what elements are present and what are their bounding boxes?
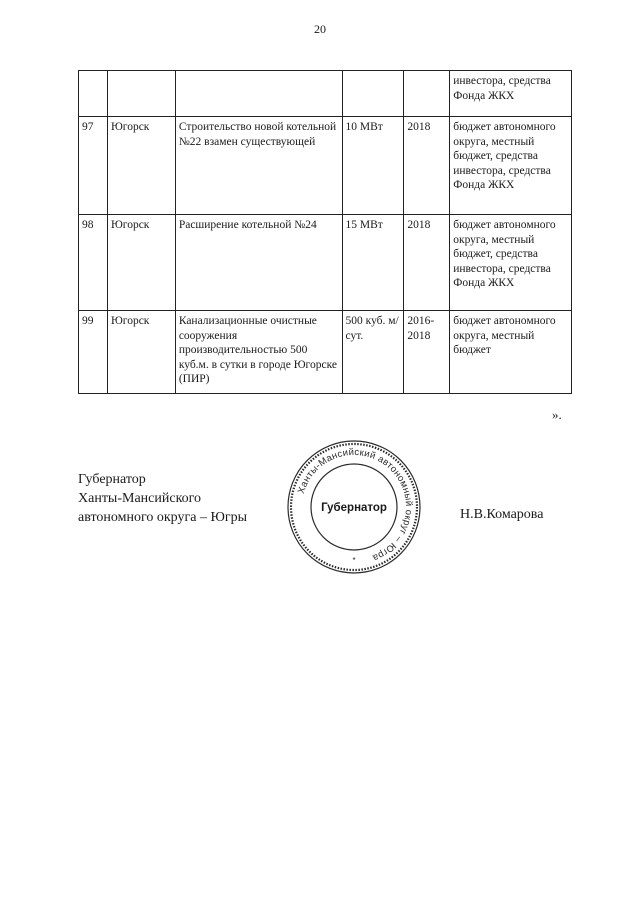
cell-source: бюджет автономного округа, местный бюджет (450, 311, 572, 394)
table-row (79, 117, 572, 215)
cell-capacity (342, 71, 404, 117)
signatory-block (78, 470, 247, 527)
cell-source: инвестора, средства Фонда ЖКХ (450, 71, 572, 117)
signatory-region: Ханты-Мансийского (78, 491, 202, 506)
cell-source: бюджет автономного округа, местный бюджет, средства инвестора, средства Фонда ЖКХ (450, 117, 572, 215)
cell-number: 97 (79, 117, 108, 215)
seal-ring-text: Ханты-Мансийский автономный округ – Югра (295, 446, 415, 564)
seal-center-text: Губернатор (321, 502, 387, 514)
cell-year (404, 71, 450, 117)
cell-source: бюджет автономного округа, местный бюджет, средства инвестора, средства Фонда ЖКХ (450, 215, 572, 311)
cell-city: Югорск (107, 215, 175, 311)
cell-year: 2018 (404, 117, 450, 215)
cell-year: 2018 (404, 215, 450, 311)
official-seal (285, 438, 423, 576)
governor-name: Н.В.Комарова (460, 507, 544, 522)
closing-quote-mark: ». (552, 407, 562, 422)
cell-number: 99 (79, 311, 108, 394)
cell-capacity: 500 куб. м/сут. (342, 311, 404, 394)
cell-city: Югорск (107, 117, 175, 215)
cell-year: 2016-2018 (404, 311, 450, 394)
page-number: 20 (314, 22, 326, 36)
projects-table (78, 70, 572, 394)
seal-stamp-icon (285, 438, 423, 576)
seal-mark: * (352, 556, 356, 565)
cell-capacity: 10 МВт (342, 117, 404, 215)
cell-object: Расширение котельной №24 (175, 215, 342, 311)
cell-number (79, 71, 108, 117)
cell-object (175, 71, 342, 117)
table-row (79, 311, 572, 394)
cell-capacity: 15 МВт (342, 215, 404, 311)
cell-object: Канализационные очистные сооружения производительностью 500 куб.м. в сутки в городе Югорске (ПИР) (175, 311, 342, 394)
signatory-title: Губернатор (78, 472, 146, 487)
cell-number: 98 (79, 215, 108, 311)
table-row (79, 215, 572, 311)
cell-object: Строительство новой котельной №22 взамен существующей (175, 117, 342, 215)
cell-city: Югорск (107, 311, 175, 394)
cell-city (107, 71, 175, 117)
signatory-region-cont: автономного округа – Югры (78, 510, 247, 525)
table-row (79, 71, 572, 117)
